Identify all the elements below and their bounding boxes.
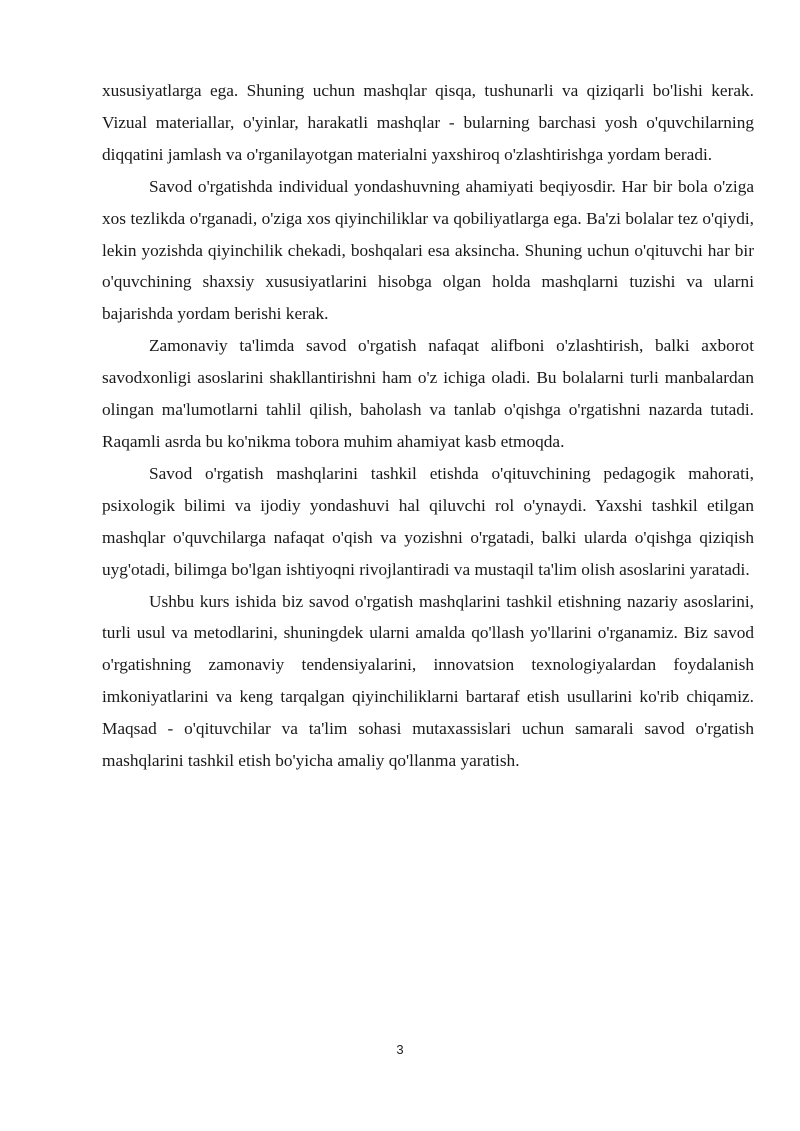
paragraph-teacher-skill: Savod o'rgatish mashqlarini tashkil etishda o'qituvchining pedagogik mahorati, psixologik bilimi va ijodiy yondashuvi hal qiluvchi rol o'ynaydi. Yaxshi tashkil etilgan mashqlar o'quvchilarga nafaqat o'qish va yozishni o'rgatadi, balki ularda o'qishga qiziqish uyg'otadi, bilimga bo'lgan ishtiyoqni rivojlantiradi va mustaqil ta'lim olish asoslarini yaratadi. [102,463,754,579]
paragraph-course-goal: Ushbu kurs ishida biz savod o'rgatish mashqlarini tashkil etishning nazariy asoslarini, turli usul va metodlarini, shuningdek ularni amalda qo'llash yo'llarini o'rganamiz. Biz savod o'rgatishning zamonaviy tendensiyalarini, innovatsion texnologiyalardan foydalanish imkoniyatlarini va keng tarqalgan qiyinchiliklarni bartaraf etish usullarini ko'rib chiqamiz. Maqsad - o'qituvchilar va ta'lim sohasi mutaxassislari uchun samarali savod o'rgatish mashqlarini tashkil etish bo'yicha amaliy qo'llanma yaratish. [102,591,754,771]
page-number: 3 [396,1042,404,1057]
paragraph-individual-approach: Savod o'rgatishda individual yondashuvning ahamiyati beqiyosdir. Har bir bola o'ziga xos tezlikda o'rganadi, o'ziga xos qiyinchiliklar va qobiliyatlarga ega. Ba'zi bolalar tez o'qiydi, lekin yozishda qiyinchilik chekadi, boshqalari esa aksincha. Shuning uchun o'qituvchi har bir o'quvchining shaxsiy xususiyatlarini hisobga olgan holda mashqlarni tuzishi va ularni bajarishda yordam berishi kerak. [102,176,754,324]
paragraph-modern-education: Zamonaviy ta'limda savod o'rgatish nafaqat alifboni o'zlashtirish, balki axborot savodxonligi asoslarini shakllantirishni ham o'z ichiga oladi. Bu bolalarni turli manbalardan olingan ma'lumotlarni tahlil qilish, baholash va tanlab o'qishga o'rgatishni nazarda tutadi. Raqamli asrda bu ko'nikma tobora muhim ahamiyat kasb etmoqda. [102,336,754,451]
body-text [102,75,754,777]
paragraph-continuation: xususiyatlarga ega. Shuning uchun mashqlar qisqa, tushunarli va qiziqarli bo'lishi kerak. Vizual materiallar, o'yinlar, harakatli mashqlar - bularning barchasi yosh o'quvchilarning diqqatini jamlash va o'rganilayotgan materialni yaxshiroq o'zlashtirishga yordam beradi. [102,81,754,164]
